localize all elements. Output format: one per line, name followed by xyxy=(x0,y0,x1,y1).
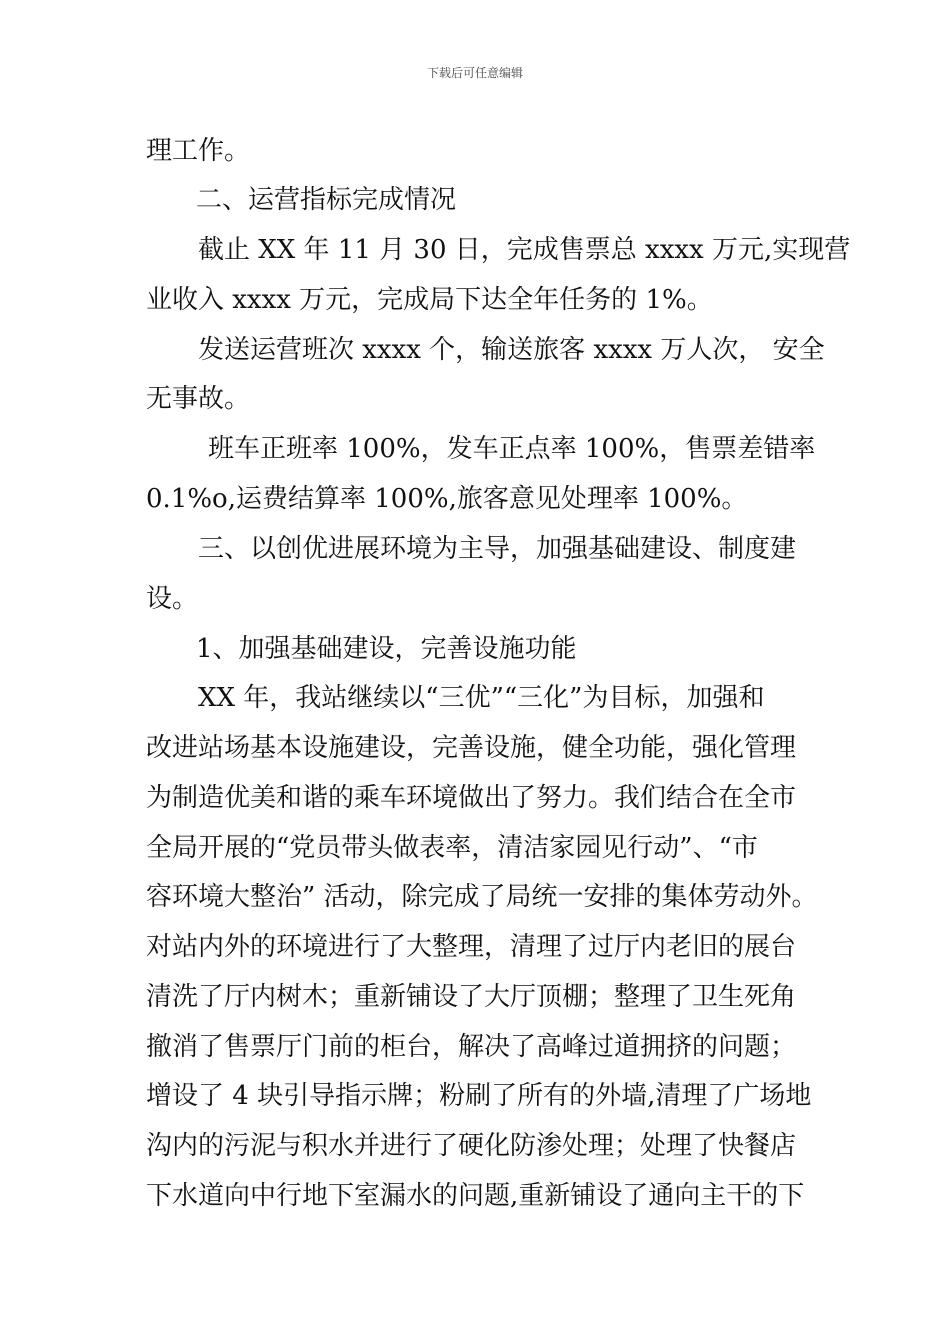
body-line: 业收入 xxxx 万元，完成局下达全年任务的 1%。 xyxy=(146,285,713,315)
page-header: 下载后可任意编辑 xyxy=(426,66,523,80)
section-heading: 设。 xyxy=(146,584,199,614)
body-line: 0.1%o,运费结算率 100%,旅客意见处理率 100%。 xyxy=(146,484,748,514)
body-line: 增设了 4 块引导指示牌；粉刷了所有的外墙,清理了广场地 xyxy=(146,1081,812,1111)
body-line: 对站内外的环境进行了大整理，清理了过厅内老旧的展台 xyxy=(146,932,797,962)
section-heading: 三、以创优进展环境为主导，加强基础建设、制度建 xyxy=(198,534,797,564)
body-line: 全局开展的“党员带头做表率，清洁家园见行动”、“市 xyxy=(146,833,758,863)
body-line: 下水道向中行地下室漏水的问题,重新铺设了通向主干的下 xyxy=(146,1181,805,1211)
body-line: 理工作。 xyxy=(146,136,251,166)
subsection-heading: 1、加强基础建设，完善设施功能 xyxy=(196,634,577,664)
body-line: 发送运营班次 xxxx 个，输送旅客 xxxx 万人次， 安全 xyxy=(198,335,825,365)
body-line: XX 年，我站继续以“三优”“三化”为目标，加强和 xyxy=(198,683,765,713)
body-line: 改进站场基本设施建设，完善设施，健全功能，强化管理 xyxy=(146,733,797,763)
body-line: 清洗了厅内树木；重新铺设了大厅顶棚；整理了卫生死角 xyxy=(146,982,797,1012)
body-line: 容环境大整治” 活动，除完成了局统一安排的集体劳动外。 xyxy=(146,882,818,912)
body-line: 为制造优美和谐的乘车环境做出了努力。我们结合在全市 xyxy=(146,783,797,813)
body-line: 撤消了售票厅门前的柜台，解决了高峰过道拥挤的问题； xyxy=(146,1032,797,1062)
body-line: 无事故。 xyxy=(146,384,251,414)
body-line: 沟内的污泥与积水并进行了硬化防渗处理；处理了快餐店 xyxy=(146,1131,797,1161)
body-line: 班车正班率 100%，发车正点率 100%，售票差错率 xyxy=(208,434,816,464)
section-heading: 二、运营指标完成情况 xyxy=(196,185,457,215)
body-line: 截止 XX 年 11 月 30 日，完成售票总 xxxx 万元,实现营 xyxy=(198,235,851,265)
